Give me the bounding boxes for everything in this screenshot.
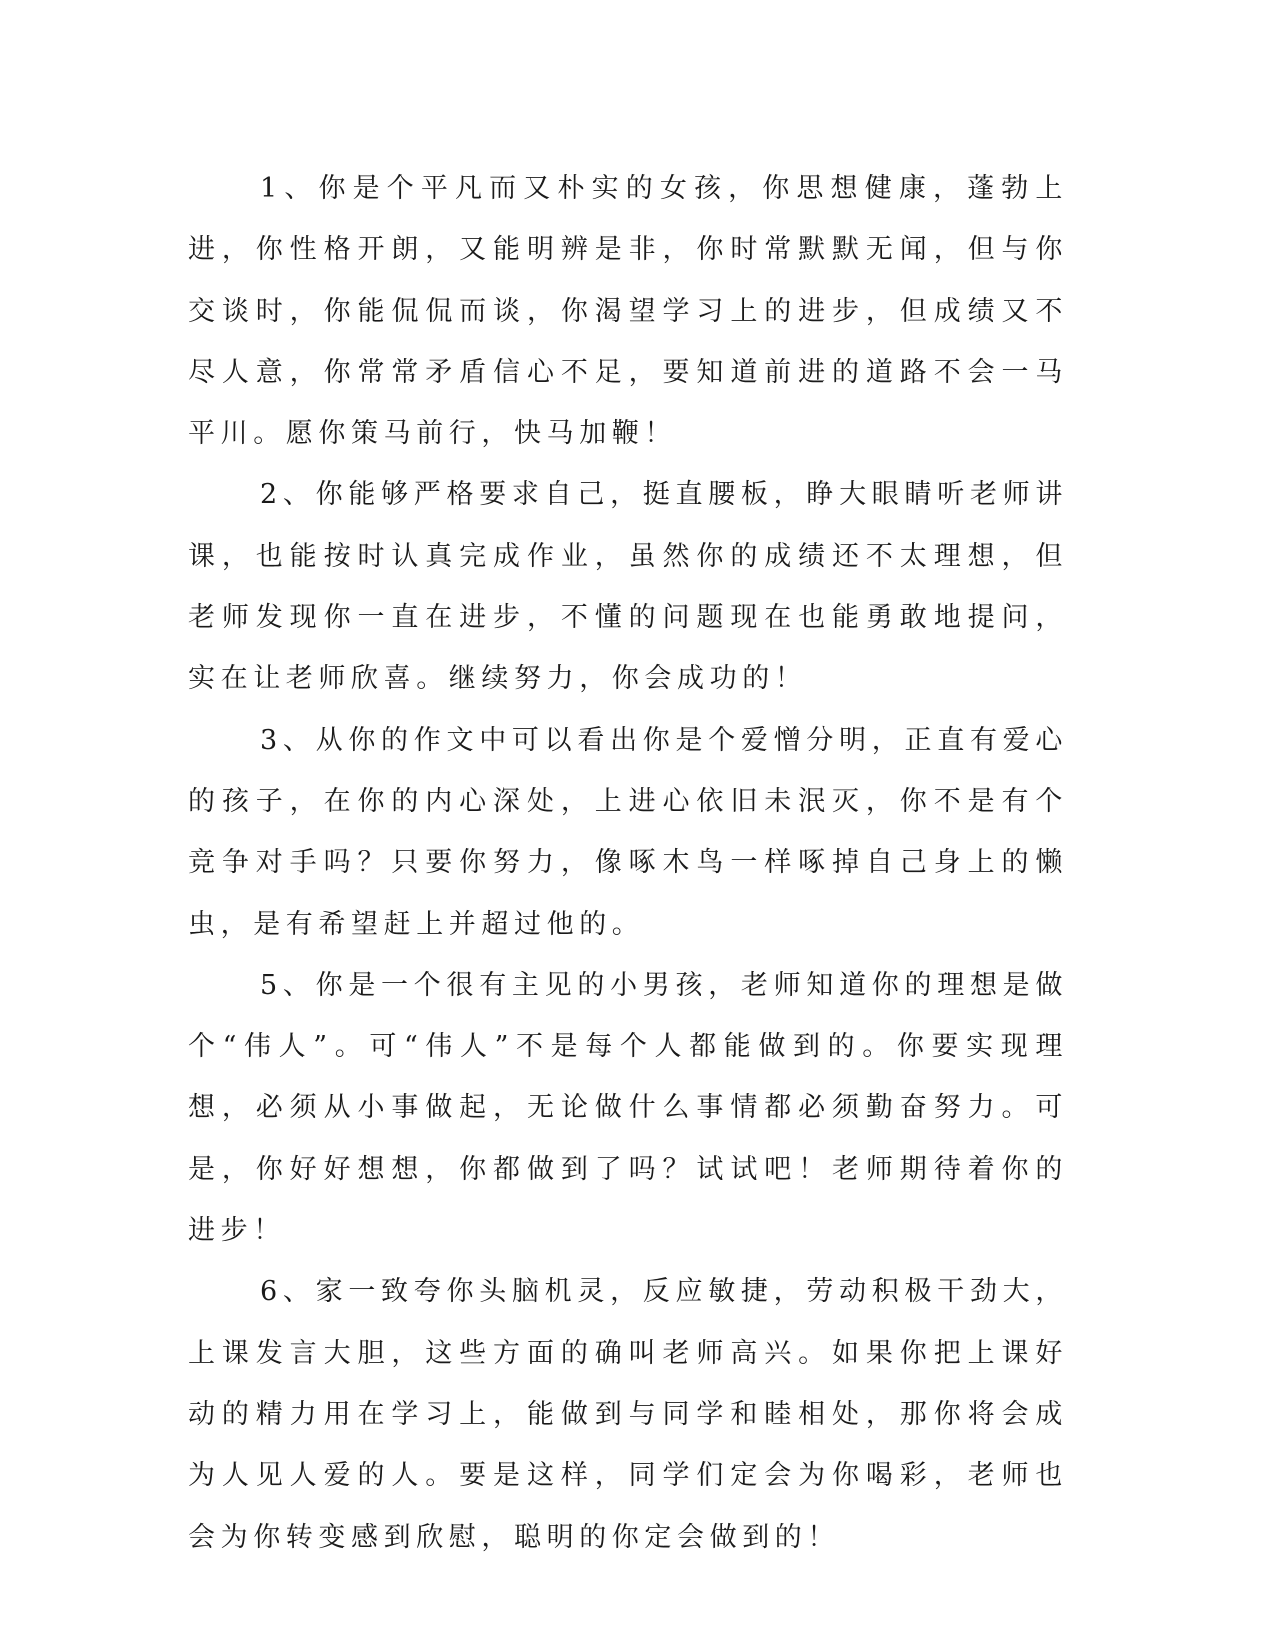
comment-paragraph-1: 1、你是个平凡而又朴实的女孩，你思想健康，蓬勃上进，你性格开朗，又能明辨是非，你时常默默无闻，但与你交谈时，你能侃侃而谈，你渴望学习上的进步，但成绩又不尽人意，你常常矛盾信心不足，要知道前进的道路不会一马平川。愿你策马前行，快马加鞭！ bbox=[188, 173, 1068, 450]
comment-paragraph-3: 3、从你的作文中可以看出你是个爱憎分明，正直有爱心的孩子，在你的内心深处，上进心依旧未泯灭，你不是有个竞争对手吗？只要你努力，像啄木鸟一样啄掉自己身上的懒虫，是有希望赶上并超过他的。 bbox=[188, 724, 1068, 940]
document-body bbox=[188, 158, 1068, 1568]
comment-paragraph-2: 2、你能够严格要求自己，挺直腰板，睁大眼睛听老师讲课，也能按时认真完成作业，虽然你的成绩还不太理想，但老师发现你一直在进步，不懂的问题现在也能勇敢地提问，实在让老师欣喜。继续努力，你会成功的！ bbox=[188, 479, 1068, 695]
comment-paragraph-5: 5、你是一个很有主见的小男孩，老师知道你的理想是做个“伟人”。可“伟人”不是每个人都能做到的。你要实现理想，必须从小事做起，无论做什么事情都必须勤奋努力。可是，你好好想想，你都做到了吗？试试吧！老师期待着你的进步！ bbox=[188, 969, 1068, 1247]
comment-paragraph-6: 6、家一致夸你头脑机灵，反应敏捷，劳动积极干劲大，上课发言大胆，这些方面的确叫老师高兴。如果你把上课好动的精力用在学习上，能做到与同学和睦相处，那你将会成为人见人爱的人。要是这样，同学们定会为你喝彩，老师也会为你转变感到欣慰，聪明的你定会做到的！ bbox=[188, 1276, 1068, 1553]
